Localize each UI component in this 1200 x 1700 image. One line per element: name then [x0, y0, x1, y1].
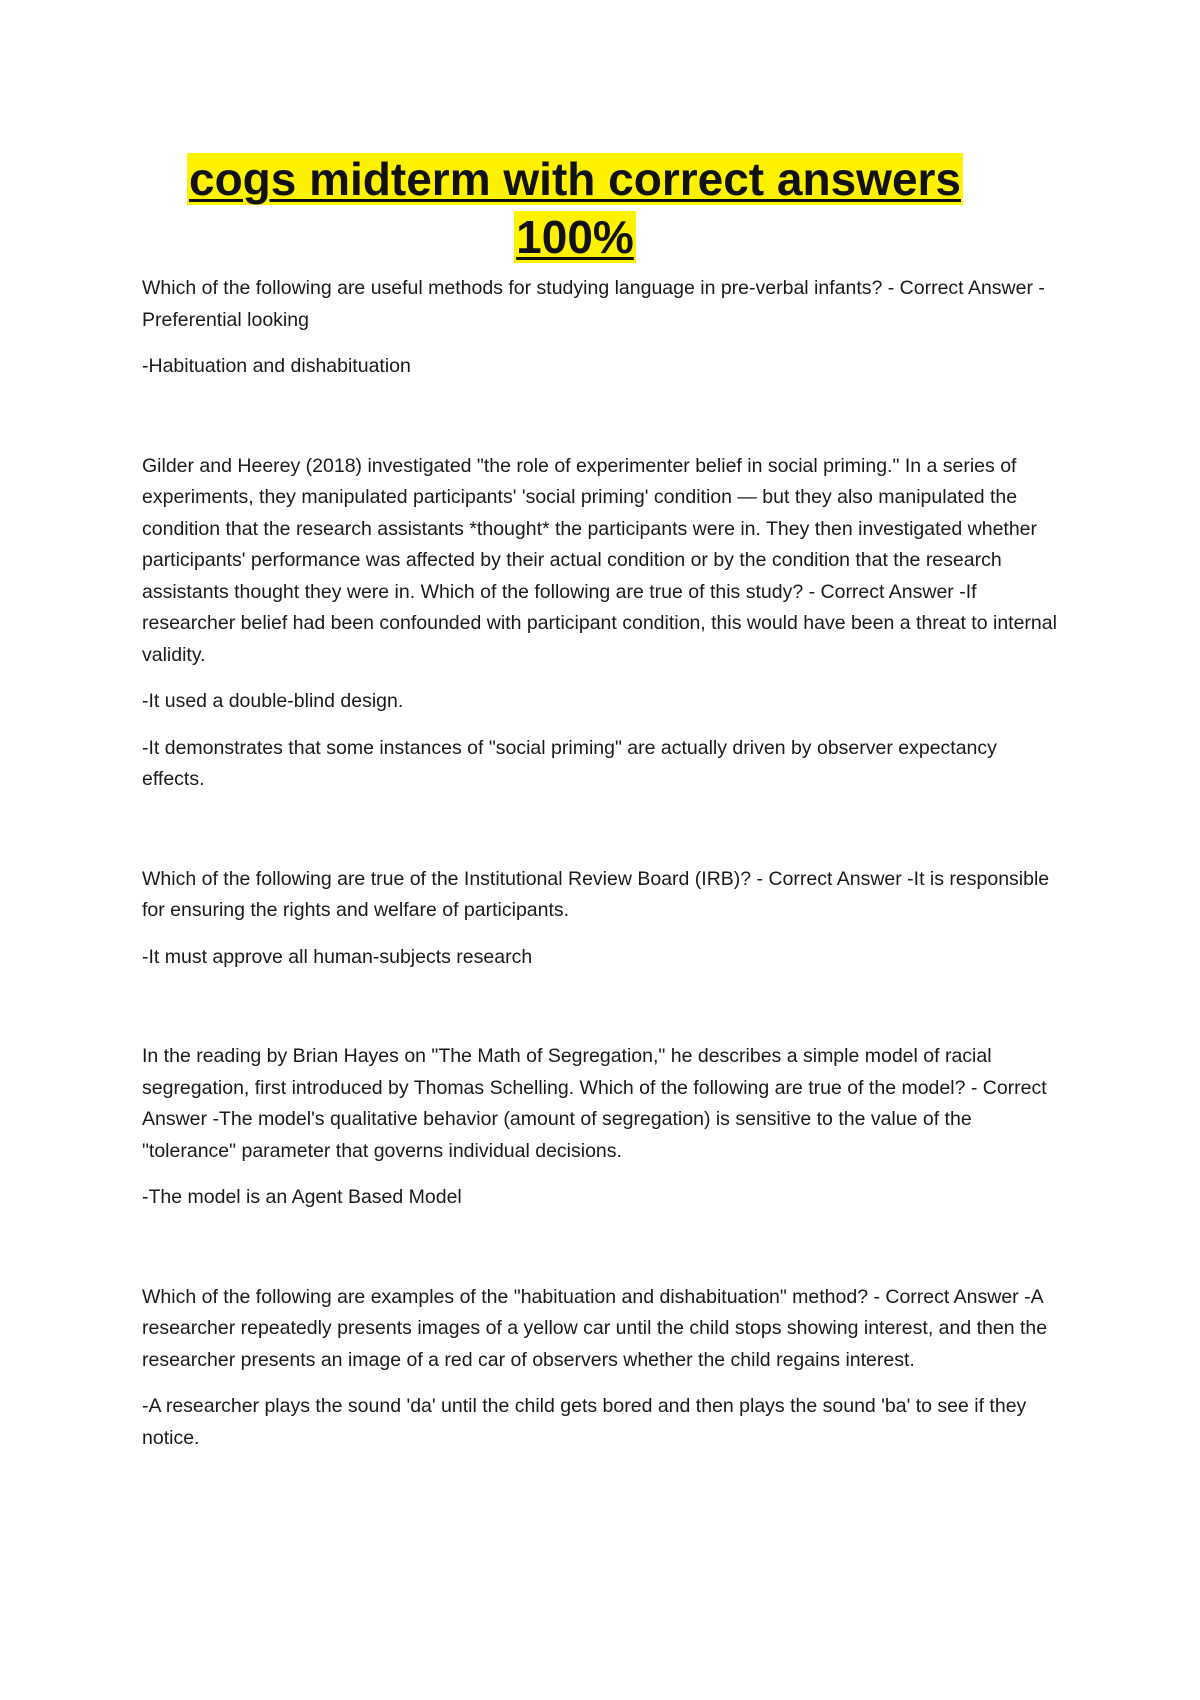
question-text: Which of the following are useful methods for studying language in pre-verbal infants? - Correct Answer -Preferential looking	[142, 277, 1045, 331]
question-text: Gilder and Heerey (2018) investigated "the role of experimenter belief in social priming." In a series of experiments, they manipulated participants' 'social priming' condition — but they also manipulated the condition that the research assistants *thought* the participants were in. They then investigated whether participants' performance was affected by their actual condition or by the condition that the research assistants thought they were in. Which of the following are true of this study? - Correct Answer -If researcher belief had been confounded with participant condition, this would have been a threat to internal validity.	[142, 454, 1057, 666]
answer-text: -The model is an Agent Based Model	[142, 1186, 462, 1208]
document-body	[142, 273, 1062, 1454]
question-block-5	[142, 1282, 1062, 1455]
question-text: Which of the following are true of the Institutional Review Board (IRB)? - Correct Answer -It is responsible for ensuring the rights and welfare of participants.	[142, 867, 1050, 921]
answer-text: -It demonstrates that some instances of "social priming" are actually driven by observer expectancy effects.	[142, 736, 997, 790]
answer-text: -A researcher plays the sound 'da' until the child gets bored and then plays the sound 'ba' to see if they notice.	[142, 1395, 1027, 1449]
question-text: In the reading by Brian Hayes on "The Math of Segregation," he describes a simple model of racial segregation, first introduced by Thomas Schelling. Which of the following are true of the model? - Correct Answer -The model's qualitative behavior (amount of segregation) is sensitive to the value of the "tolerance" parameter that governs individual decisions.	[142, 1045, 1047, 1162]
question-block-3	[142, 864, 1062, 974]
answer-text: -It used a double-blind design.	[142, 690, 404, 712]
question-block-1	[142, 273, 1062, 383]
title-line-1: cogs midterm with correct answers	[188, 153, 962, 205]
page-title	[170, 150, 980, 266]
question-text: Which of the following are examples of the "habituation and dishabituation" method? - Correct Answer -A researcher repeatedly presents images of a yellow car until the child stops showing interest, and then the researcher presents an image of a red car of observers whether the child regains interest.	[142, 1285, 1048, 1371]
title-line-2: 100%	[516, 211, 634, 263]
question-block-2	[142, 451, 1062, 796]
answer-text: -It must approve all human-subjects research	[142, 945, 533, 968]
question-block-4	[142, 1041, 1062, 1214]
answer-text: -Habituation and dishabituation	[142, 355, 411, 377]
